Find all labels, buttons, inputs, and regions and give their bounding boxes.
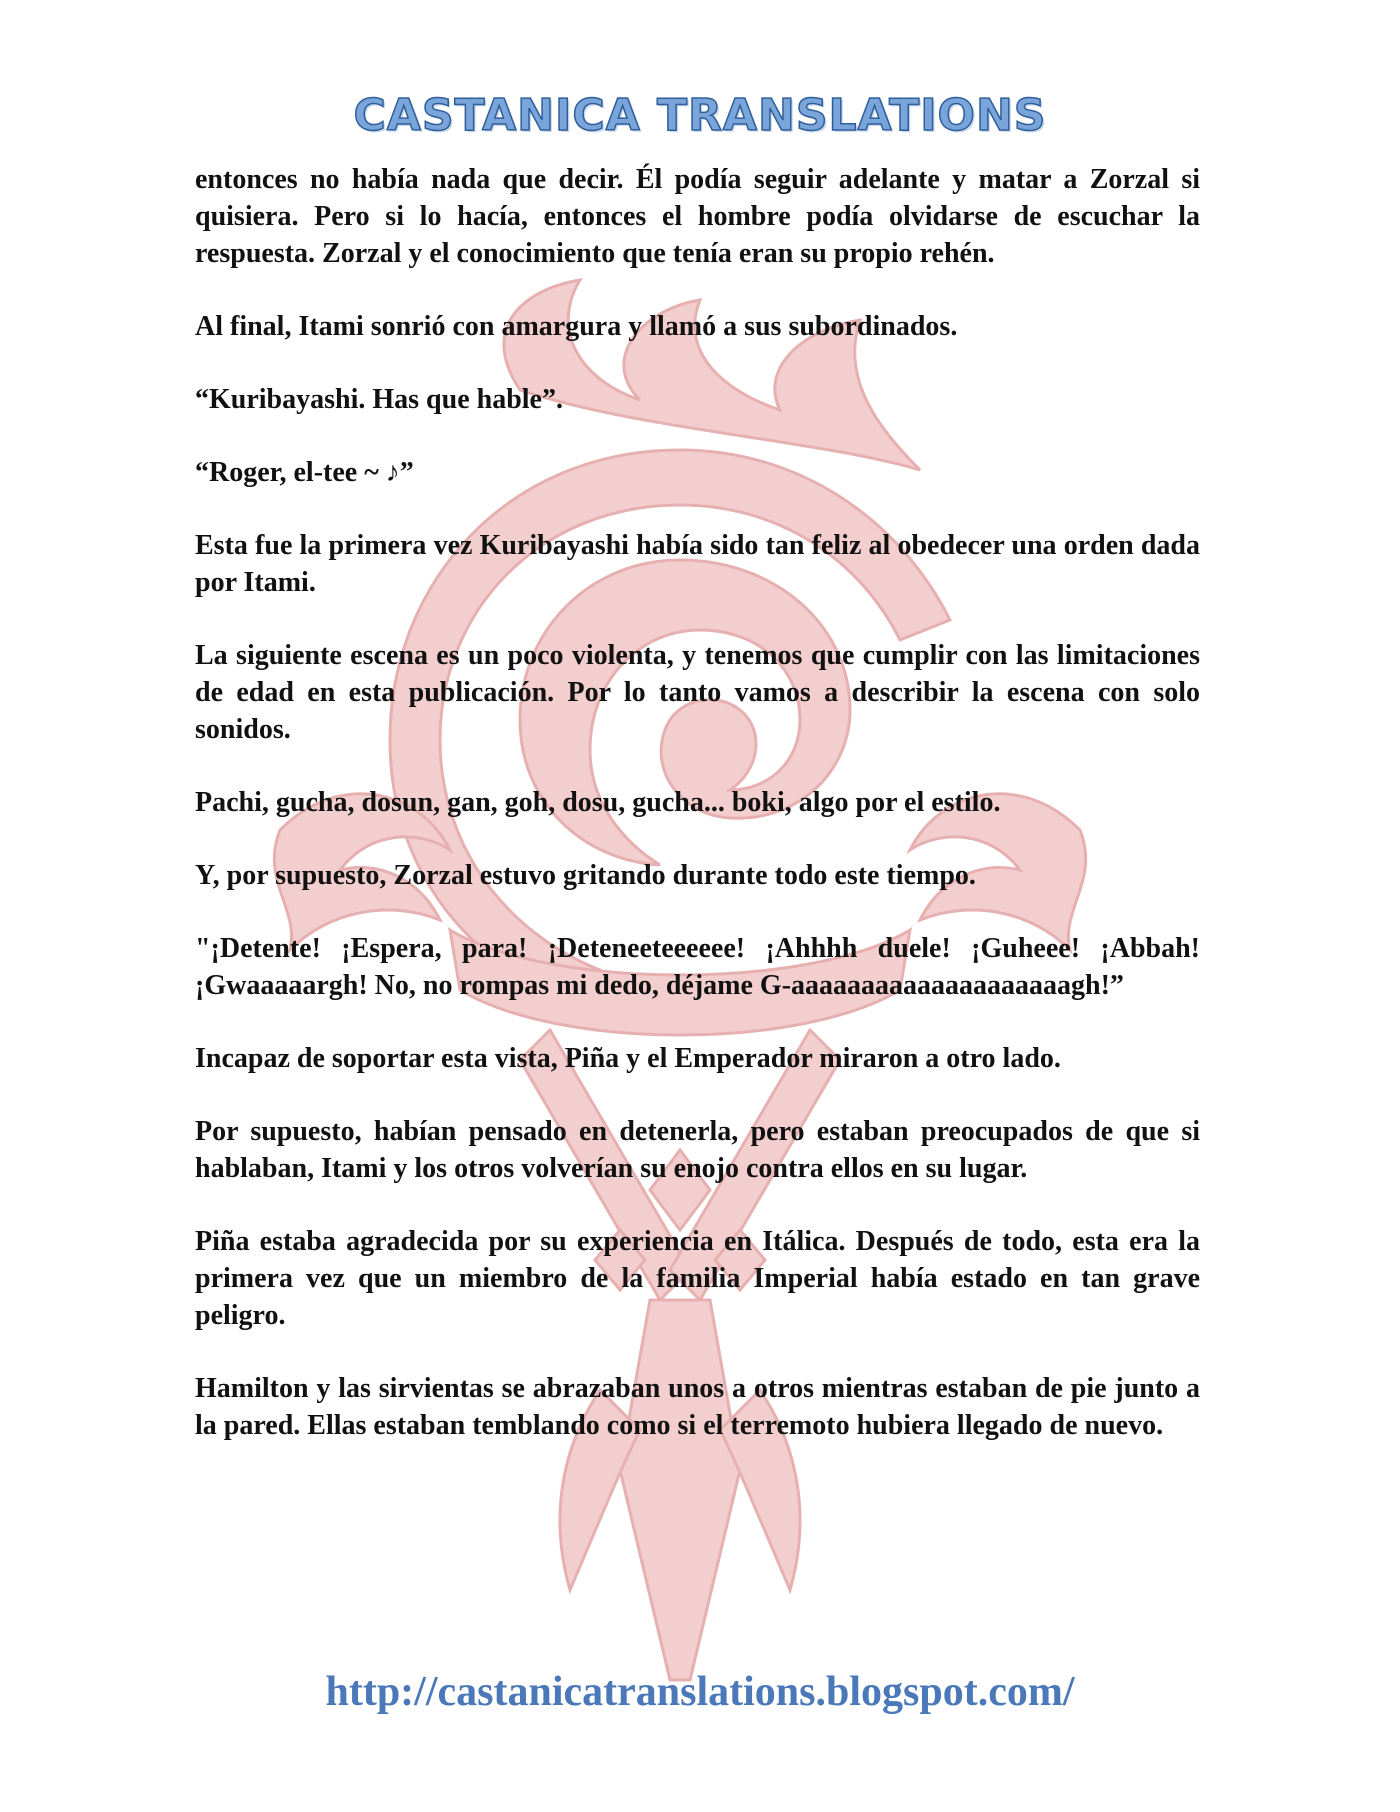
paragraph: Piña estaba agradecida por su experiencia en Itálica. Después de todo, esta era la primera vez que un miembro de la familia Imperial había estado en tan grave peligro.	[195, 1226, 1200, 1331]
body-text	[195, 161, 1200, 1480]
paragraph: Por supuesto, habían pensado en detenerla, pero estaban preocupados de que si hablaban, Itami y los otros volverían su enojo contra ellos en su lugar.	[195, 1116, 1200, 1184]
paragraph: Al final, Itami sonrió con amargura y llamó a sus subordinados.	[195, 311, 958, 342]
paragraph: “Kuribayashi. Has que hable”.	[195, 384, 563, 415]
paragraph: “Roger, el-tee ~ ♪”	[195, 457, 414, 488]
paragraph: Incapaz de soportar esta vista, Piña y el Emperador miraron a otro lado.	[195, 1043, 1061, 1074]
paragraph: "¡Detente! ¡Espera, para! ¡Deteneeteeeeee! ¡Ahhhh duele! ¡Guheee! ¡Abbah! ¡Gwaaaaargh! No, no rompas mi dedo, déjame G-aaaaaaaaaaaaaaaaaaaagh!”	[195, 933, 1200, 1001]
paragraph: entonces no había nada que decir. Él podía seguir adelante y matar a Zorzal si quisiera. Pero si lo hacía, entonces el hombre podía olvidarse de escuchar la respuesta. Zorzal y el conocimiento que tenía eran su propio rehén.	[195, 164, 1200, 269]
paragraph: La siguiente escena es un poco violenta, y tenemos que cumplir con las limitaciones de edad en esta publicación. Por lo tanto vamos a describir la escena con solo sonidos.	[195, 640, 1200, 745]
page-header-title: CASTANICA TRANSLATIONS	[353, 90, 1047, 141]
footer-url-link[interactable]: http://castanicatranslations.blogspot.com/	[325, 1669, 1075, 1715]
paragraph: Hamilton y las sirvientas se abrazaban unos a otros mientras estaban de pie junto a la pared. Ellas estaban temblando como si el terremoto hubiera llegado de nuevo.	[195, 1373, 1200, 1441]
paragraph: Esta fue la primera vez Kuribayashi había sido tan feliz al obedecer una orden dada por Itami.	[195, 530, 1200, 598]
paragraph: Y, por supuesto, Zorzal estuvo gritando durante todo este tiempo.	[195, 860, 976, 891]
paragraph: Pachi, gucha, dosun, gan, goh, dosu, gucha... boki, algo por el estilo.	[195, 787, 1001, 818]
